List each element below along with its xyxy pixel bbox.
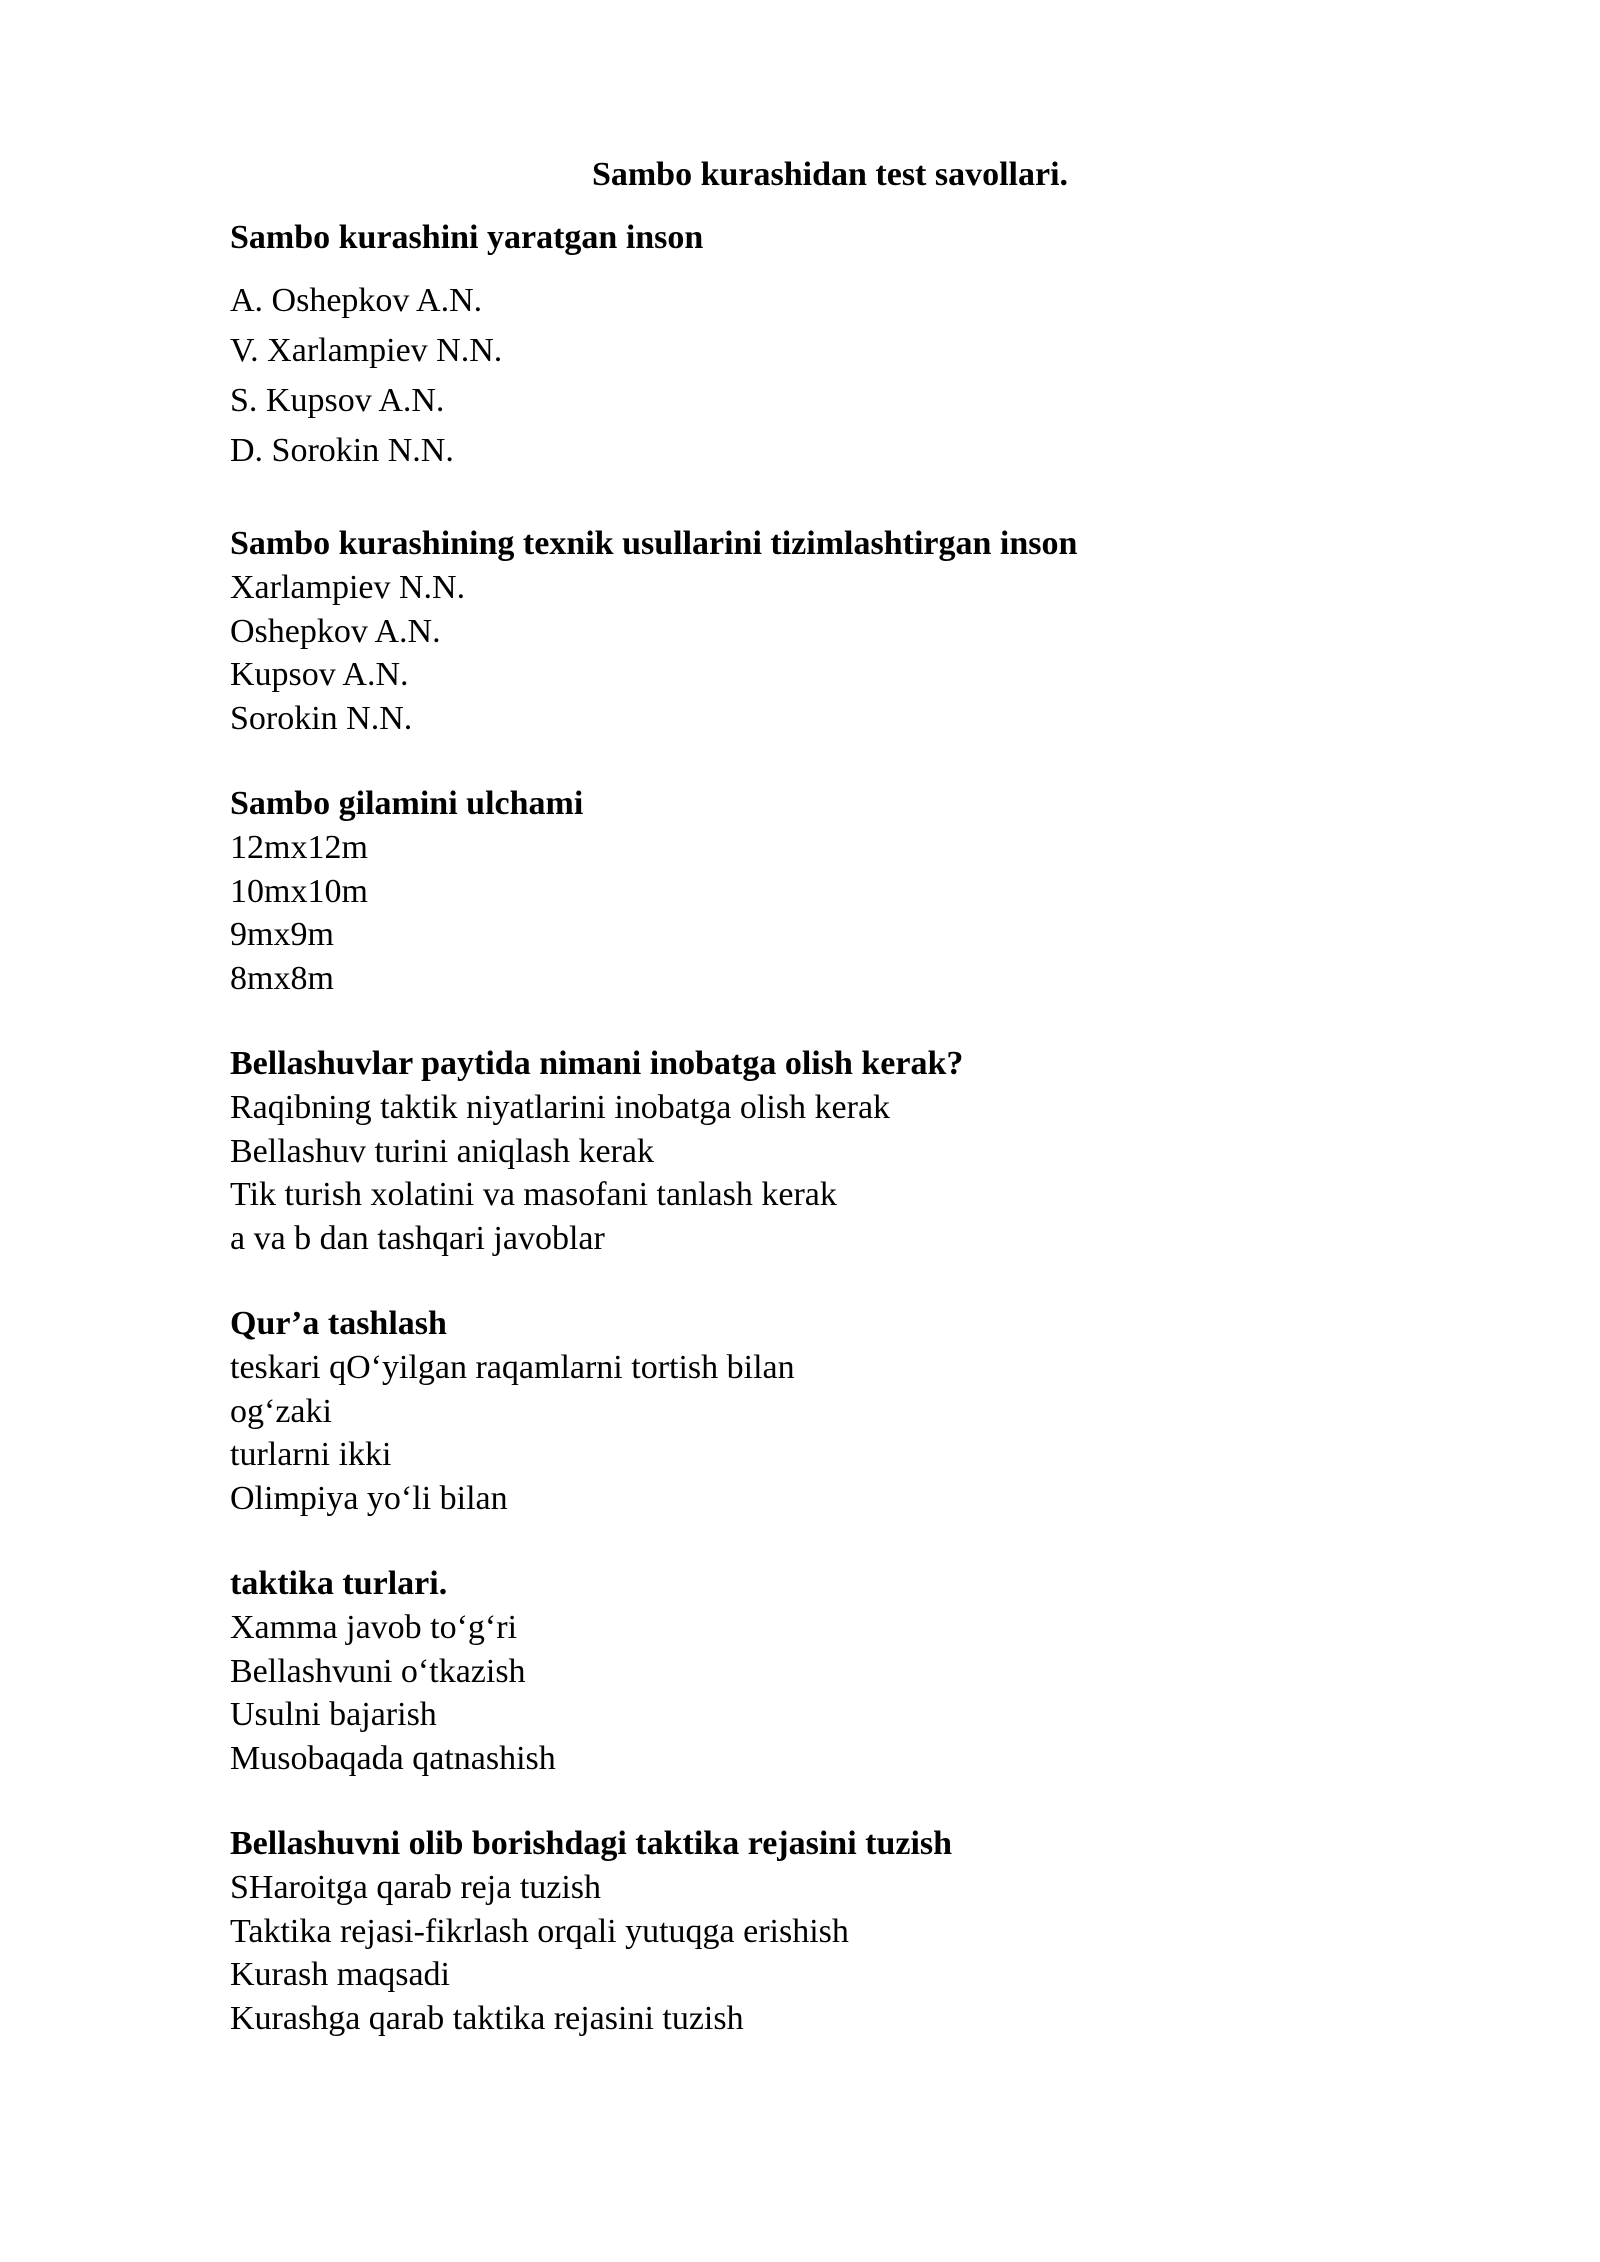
answer-option: Bellashuv turini aniqlash kerak [230,1132,654,1170]
question-text: Bellashuvlar paytida nimani inobatga olish kerak? [230,1045,964,1082]
answer-option: S. Kupsov A.N. [230,382,445,419]
answer-option: Xamma javob to‘g‘ri [230,1609,518,1646]
document-title: Sambo kurashidan test savollari. [591,156,1069,193]
question-block-2 [230,522,1410,740]
question-block-4 [230,1042,1410,1260]
question-block-3 [230,782,1410,1000]
answer-option: SHaroitga qarab reja tuzish [230,1869,602,1906]
question-text: Sambo kurashining texnik usullarini tizimlashtirgan inson [230,525,1078,562]
question-block-1 [230,218,1410,476]
test-questions [230,218,1410,2040]
answer-option: Usulni bajarish [230,1696,437,1733]
answer-option: V. Xarlampiev N.N. [230,332,503,369]
question-text: Sambo kurashini yaratgan inson [230,219,704,256]
question-block-6 [230,1562,1410,1780]
answer-option: a va b dan tashqari javoblar [230,1219,605,1257]
question-text: Sambo gilamini ulchami [230,785,584,822]
answer-option: Raqibning taktik niyatlarini inobatga olish kerak [230,1089,891,1126]
answer-option: Sorokin N.N. [230,699,413,737]
question-text: taktika turlari. [230,1565,448,1602]
answer-option: Olimpiya yo‘li bilan [230,1479,508,1517]
answer-option: 12mx12m [230,829,368,866]
answer-option: 8mx8m [230,959,334,997]
question-text: Bellashuvni olib borishdagi taktika rejasini tuzish [230,1825,953,1862]
answer-option: D. Sorokin N.N. [230,432,454,469]
answer-option: turlarni ikki [230,1436,392,1473]
question-block-5 [230,1302,1410,1520]
answer-option: Xarlampiev N.N. [230,569,466,606]
answer-option: Tik turish xolatini va masofani tanlash kerak [230,1176,837,1213]
answer-option: Taktika rejasi-fikrlash orqali yutuqga erishish [230,1912,849,1950]
answer-option: teskari qO‘yilgan raqamlarni tortish bilan [230,1349,795,1386]
answer-option: og‘zaki [230,1392,332,1430]
answer-option: Kurash maqsadi [230,1956,451,1993]
answer-option: 9mx9m [230,916,334,953]
answer-option: Musobaqada qatnashish [230,1739,556,1777]
answer-option: Oshepkov A.N. [230,612,441,650]
question-block-7 [230,1822,1410,2040]
answer-option: Kurashga qarab taktika rejasini tuzish [230,1999,744,2037]
question-text: Qur’a tashlash [230,1305,447,1342]
answer-option: 10mx10m [230,872,368,910]
answer-option: A. Oshepkov A.N. [230,282,483,319]
answer-option: Kupsov A.N. [230,656,409,693]
answer-option: Bellashvuni o‘tkazish [230,1652,526,1690]
